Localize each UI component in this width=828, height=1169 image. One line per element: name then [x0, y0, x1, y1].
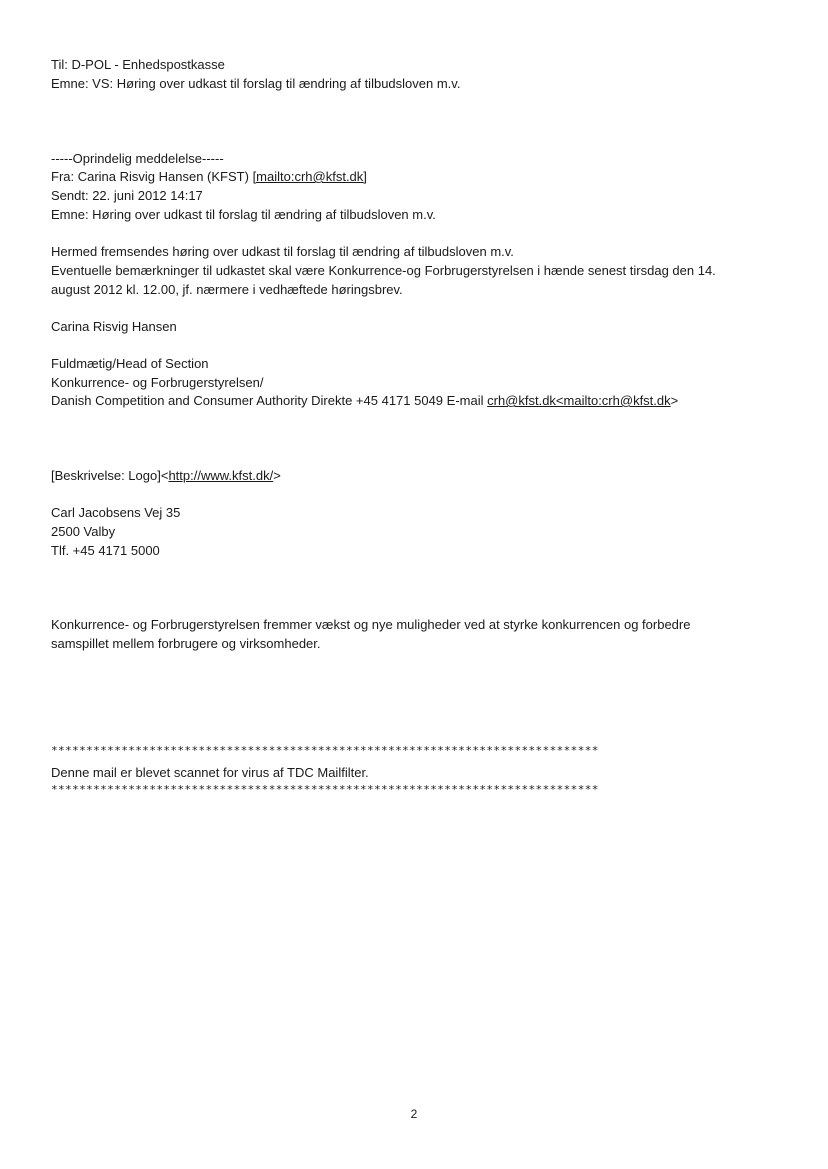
signature-title: Fuldmætig/Head of Section	[51, 356, 209, 371]
mission-line-2: samspillet mellem forbrugere og virksomheder.	[51, 636, 321, 651]
subject-line: Emne: VS: Høring over udkast til forslag til ændring af tilbudsloven m.v.	[51, 76, 461, 91]
logo-suffix: >	[273, 468, 281, 483]
scan-note: Denne mail er blevet scannet for virus af TDC Mailfilter.	[51, 765, 369, 780]
email-link[interactable]: crh@kfst.dk<mailto:crh@kfst.dk	[487, 393, 671, 408]
body-line-1: Hermed fremsendes høring over udkast til forslag til ændring af tilbudsloven m.v.	[51, 244, 514, 259]
signature-org: Konkurrence- og Forbrugerstyrelsen/	[51, 375, 264, 390]
website-link[interactable]: http://www.kfst.dk/	[168, 468, 274, 483]
to-line: Til: D-POL - Enhedspostkasse	[51, 57, 225, 72]
original-message-separator: -----Oprindelig meddelelse-----	[51, 151, 224, 166]
mission-line-1: Konkurrence- og Forbrugerstyrelsen fremmer vækst og nye muligheder ved at styrke konkurrencen og forbedre	[51, 617, 691, 632]
original-subject-line: Emne: Høring over udkast til forslag til ændring af tilbudsloven m.v.	[51, 207, 436, 222]
signature-org-en	[51, 391, 678, 410]
address-city: 2500 Valby	[51, 524, 116, 539]
sent-line: Sendt: 22. juni 2012 14:17	[51, 188, 203, 203]
email-suffix: >	[670, 393, 679, 408]
stars-divider-bottom: ******************************************************************************	[51, 783, 599, 796]
from-mailto-link[interactable]: [mailto:crh@kfst.dk]	[252, 169, 367, 184]
from-line	[51, 167, 367, 186]
page-number: 2	[410, 1107, 418, 1121]
body-line-3: august 2012 kl. 12.00, jf. nærmere i vedhæftede høringsbrev.	[51, 282, 403, 297]
from-text: Fra: Carina Risvig Hansen (KFST)	[51, 169, 253, 184]
address-street: Carl Jacobsens Vej 35	[51, 505, 181, 520]
logo-description: [Beskrivelse: Logo]<	[51, 468, 169, 483]
org-en-text: Danish Competition and Consumer Authority Direkte +45 4171 5049 E-mail	[51, 393, 488, 408]
body-line-2: Eventuelle bemærkninger til udkastet skal være Konkurrence-og Forbrugerstyrelsen i hænde senest tirsdag den 14.	[51, 263, 716, 278]
phone-line: Tlf. +45 4171 5000	[51, 543, 160, 558]
logo-line	[51, 466, 281, 485]
stars-divider-top: ******************************************************************************	[51, 744, 599, 757]
signature-name: Carina Risvig Hansen	[51, 319, 177, 334]
